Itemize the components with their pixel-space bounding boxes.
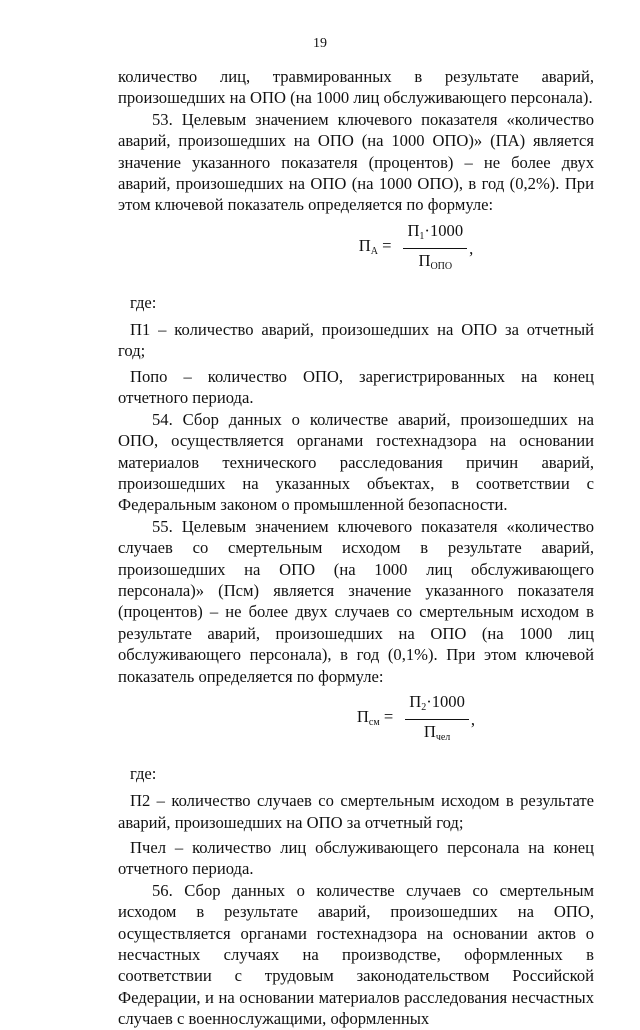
formula-pa — [238, 220, 594, 278]
formula-psm-fraction — [405, 691, 469, 749]
definition-p2: П2 – количество случаев со смертельным исходом в результате аварий, произошедших на ОПО за отчетный год; — [118, 791, 594, 832]
paragraph-55: 55. Целевым значением ключевого показателя «количество случаев со смертельным исходом в результате аварий, произошедших на ОПО (на 1000 лиц обслуживающего персонала)» (Псм) является значение указанного показателя (процентов) – не более двух случаев со смертельным исходом в результате аварий, произошедших на ОПО (на 1000 лиц обслуживающего персонала), в год (0,1%). При этом ключевой показатель определяется по формуле: — [118, 516, 594, 686]
paragraph-56: 56. Сбор данных о количестве случаев со смертельным исходом в результате аварий, произошедших на ОПО, осуществляется органами гостехнадзора на основании актов о несчастных случаях на производстве, оформленных в соответствии с трудовым законодательством Российской Федерации, и на основании материалов расследования несчастных случаев с военнослужащими, оформленных — [118, 880, 594, 1029]
formula-pa-denominator: $П_{ОПО}$ — [418, 251, 453, 273]
definition-pchel: Пчел – количество лиц обслуживающего персонала на конец отчетного периода. — [118, 838, 594, 879]
where-label-1: где: — [130, 292, 157, 312]
formula-psm-lhs: $П_{см}$ = — [356, 707, 394, 729]
paragraph-53: 53. Целевым значением ключевого показателя «количество аварий, произошедших на ОПО (на 1000 ОПО)» (ПА) является значение указанного показателя (процентов) – не более двух аварий, произошедших на ОПО (на 1000 ОПО), в год (0,2%). При этом ключевой показатель определяется по формуле: — [118, 109, 594, 215]
formula-psm — [238, 691, 594, 749]
formula-pa-numerator: $П_1\cdot 1000$ — [407, 220, 464, 242]
formula-psm-numerator: $П_2\cdot 1000$ — [409, 691, 465, 713]
formula-pa-trail: , — [469, 239, 474, 259]
paragraph-54: 54. Сбор данных о количестве аварий, произошедших на ОПО, осуществляется органами гостехнадзора на основании материалов технического расследования причин аварий, произошедших на указанных объектах, в соответствии с Федеральным законом о промышленной безопасности. — [118, 409, 594, 515]
paragraph-continuation: количество лиц, травмированных в результате аварий, произошедших на ОПО (на 1000 лиц обслуживающего персонала). — [118, 67, 594, 108]
formula-pa-lhs: $П_А$ = — [358, 236, 392, 258]
page-number: 19 — [313, 36, 327, 51]
definition-p1: П1 – количество аварий, произошедших на ОПО за отчетный год; — [118, 320, 594, 361]
formula-pa-fraction — [403, 220, 467, 278]
where-label-2: где: — [130, 763, 157, 783]
formula-psm-trail: , — [470, 710, 476, 730]
definition-popo: Попо – количество ОПО, зарегистрированных на конец отчетного периода. — [118, 366, 594, 408]
document-body — [118, 66, 594, 1030]
formula-psm-denominator: $П_{чел}$ — [423, 722, 451, 744]
